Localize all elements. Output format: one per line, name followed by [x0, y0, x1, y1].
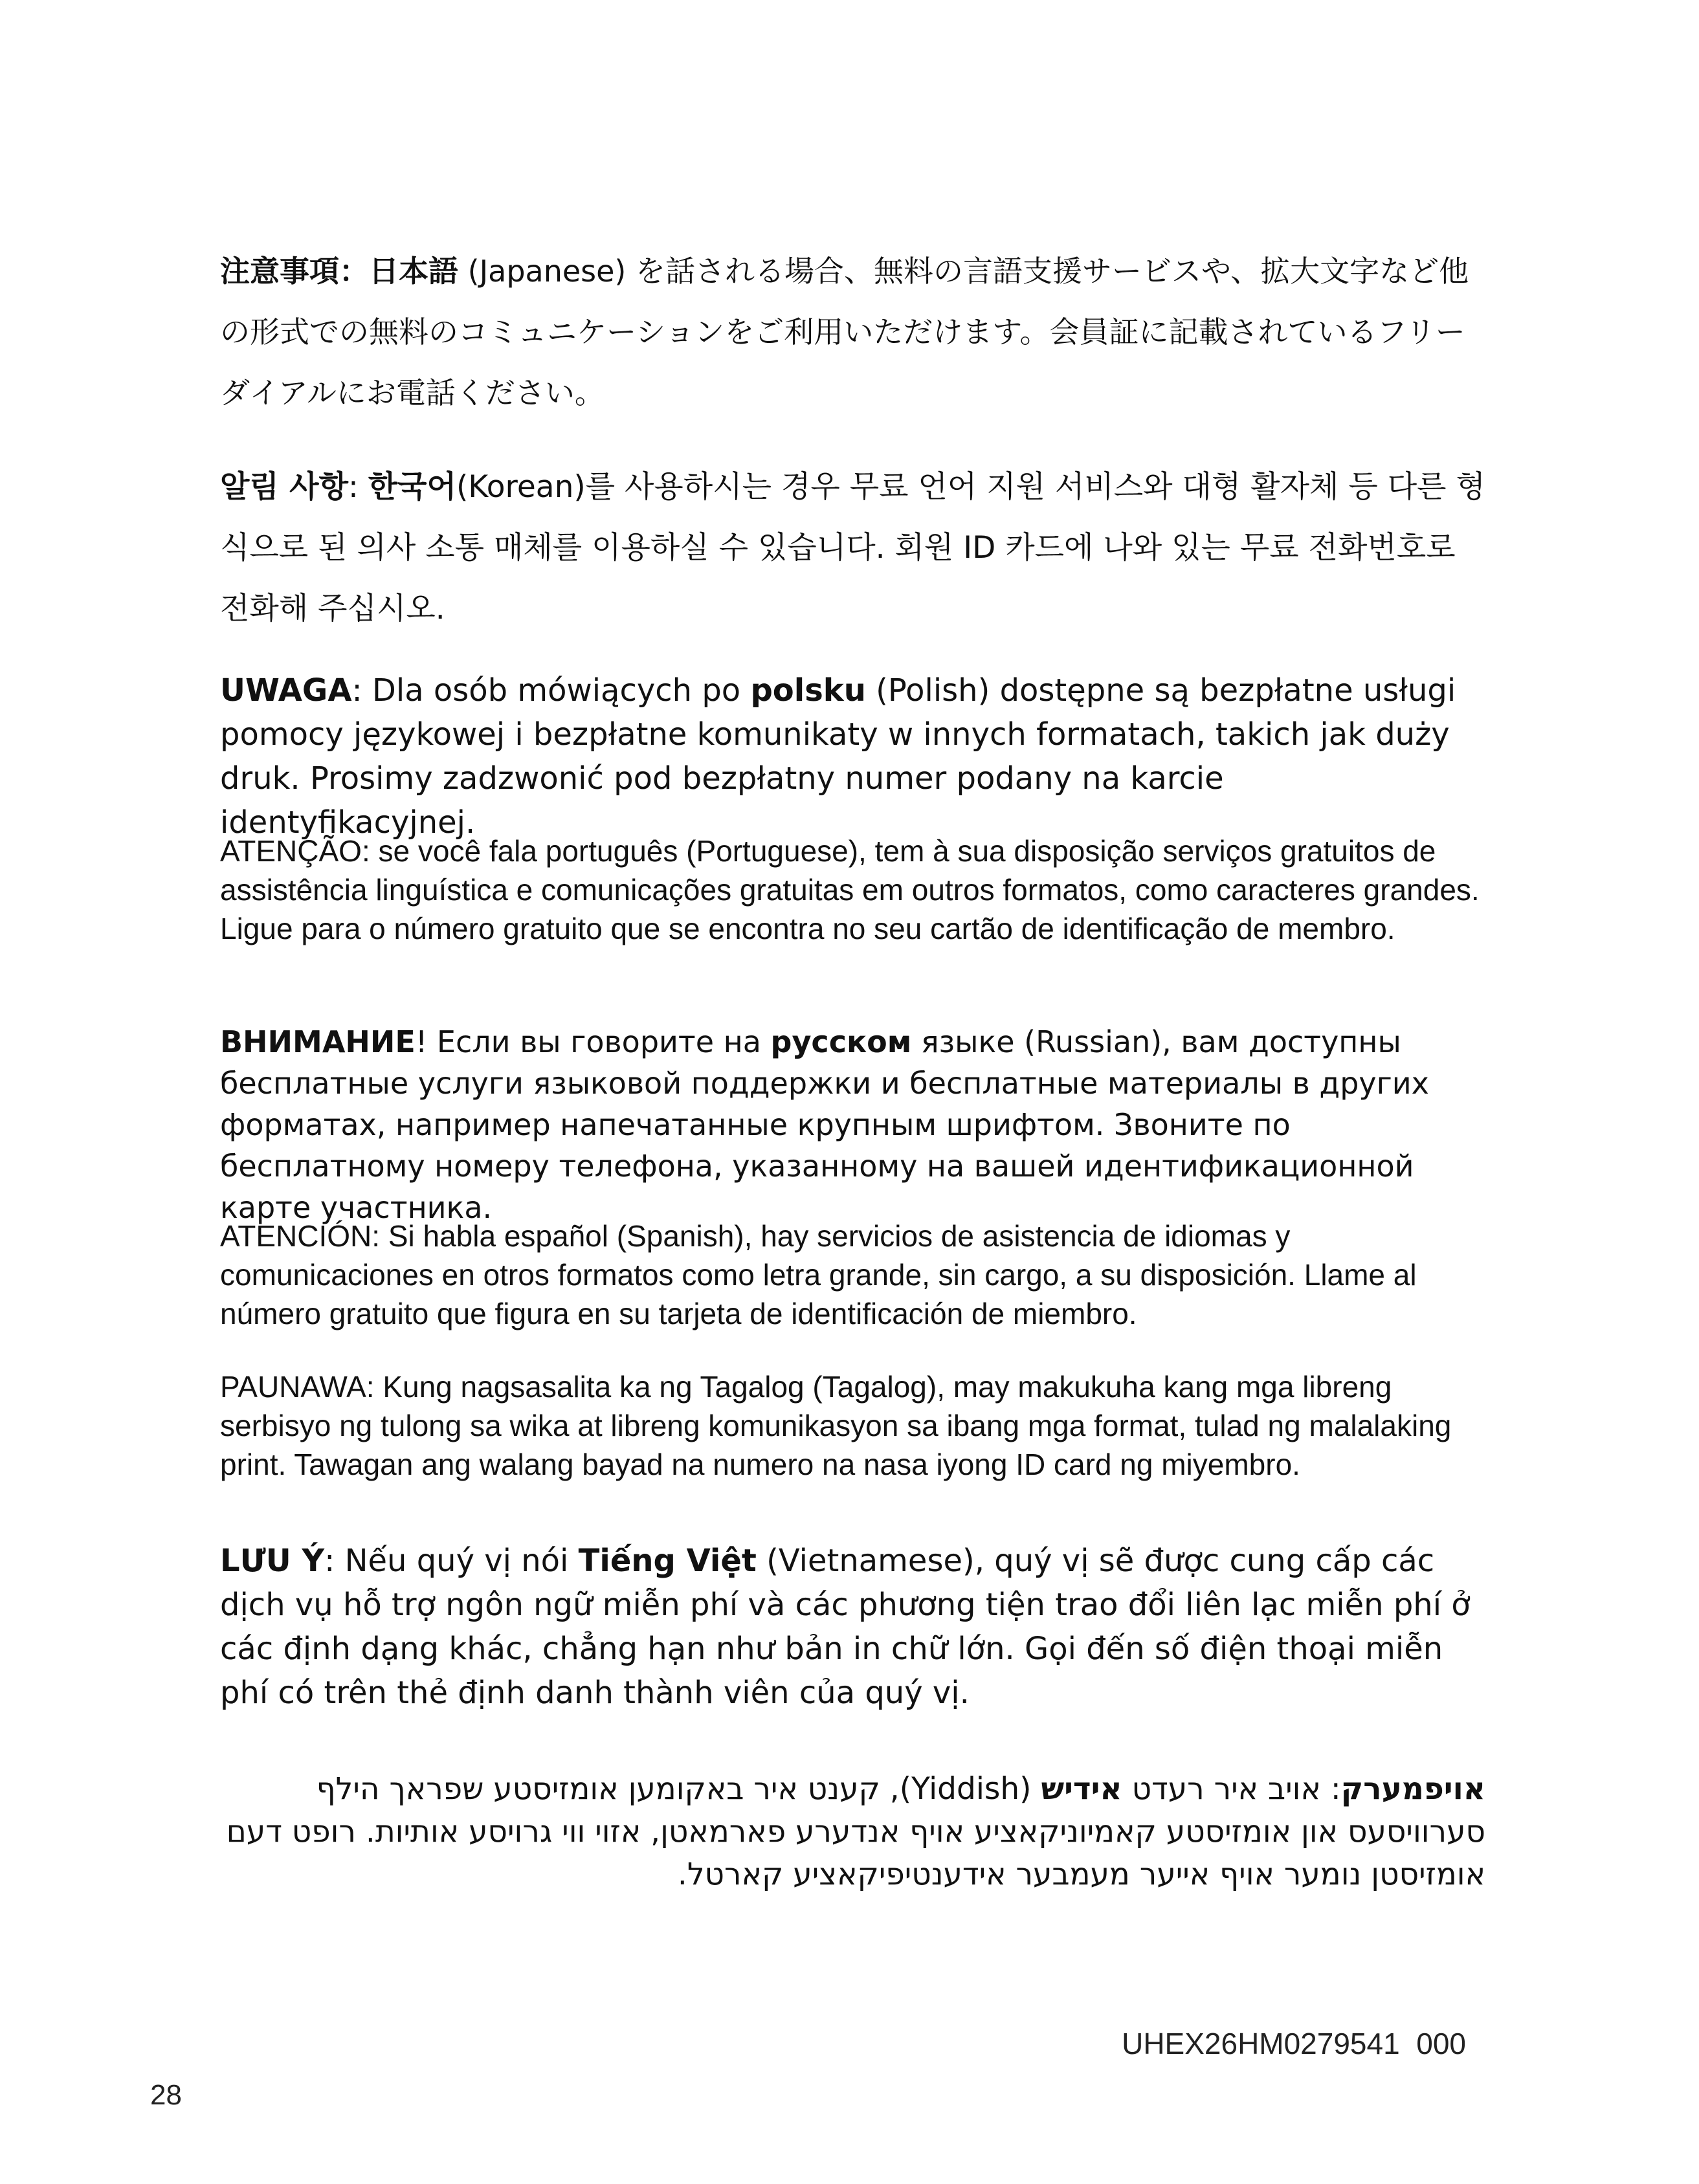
- korean-notice-separator: :: [348, 469, 368, 505]
- russian-notice-label: ВНИМАНИЕ: [220, 1024, 416, 1059]
- russian-notice: [220, 1021, 1489, 1228]
- polish-language-name: polsku: [750, 672, 866, 709]
- yiddish-notice-text-before: : אויב איר רעדט: [1122, 1771, 1341, 1807]
- yiddish-language-name: אידיש: [1041, 1771, 1122, 1807]
- portuguese-notice-text: ATENÇÃO: se você fala português (Portuguese), tem à sua disposição serviços gratuitos de assistência linguística e comunicações gratuitas em outros formatos, como caracteres grandes. Ligue para o número gratuito que se encontra no seu cartão de identificação de membro.: [220, 834, 1480, 945]
- russian-notice-text-before: ! Если вы говорите на: [415, 1024, 771, 1059]
- portuguese-notice: [220, 832, 1489, 948]
- russian-language-name: русском: [770, 1024, 912, 1059]
- korean-language-name: 한국어: [368, 469, 456, 505]
- yiddish-notice-text-after: (Yiddish), קענט איר באקומען אומזיסטע שפראך הילף סערוויסעס און אומזיסטע קאמיוניקאציע אויף אנדערע פארמאטן, אזוי ווי גרויסע אותיות. רופט דעם אומזיסטן נומער אויף אייער מעמבער אידענטיפיקאציע קארטל.: [226, 1771, 1485, 1892]
- japanese-language-name: 日本語: [369, 254, 458, 289]
- vietnamese-notice: [220, 1539, 1489, 1715]
- korean-notice: [220, 457, 1489, 639]
- polish-notice-label: UWAGA: [220, 672, 352, 709]
- polish-notice-text-before: : Dla osób mówiących po: [351, 672, 751, 709]
- tagalog-notice-text: PAUNAWA: Kung nagsasalita ka ng Tagalog (Tagalog), may makukuha kang mga libreng serbisyo ng tulong sa wika at libreng komunikasyon sa ibang mga format, tulad ng malalaking print. Tawagan ang walang bayad na numero na nasa iyong ID card ng miyembro.: [220, 1370, 1452, 1481]
- japanese-notice: [220, 241, 1489, 423]
- page-number: 28: [150, 2079, 182, 2111]
- korean-notice-text: (Korean)를 사용하시는 경우 무료 언어 지원 서비스와 대형 활자체 등 다른 형식으로 된 의사 소통 매체를 이용하실 수 있습니다. 회원 ID 카드에 나와 있는 무료 전화번호로 전화해 주십시오.: [220, 469, 1485, 626]
- vietnamese-language-name: Tiếng Việt: [578, 1543, 757, 1579]
- tagalog-notice: [220, 1367, 1489, 1484]
- spanish-notice: [220, 1217, 1489, 1333]
- vietnamese-notice-label: LƯU Ý: [220, 1543, 325, 1579]
- polish-notice: [220, 668, 1489, 844]
- polish-notice-text-after: (Polish) dostępne są bezpłatne usługi pomocy językowej i bezpłatne komunikaty w innych formatach, takich jak duży druk. Prosimy zadzwonić pod bezpłatny numer podany na karcie identyfikacyjnej.: [220, 672, 1456, 841]
- vietnamese-notice-text-before: : Nếu quý vị nói: [324, 1543, 579, 1579]
- document-code: UHEX26HM0279541 000: [1122, 2027, 1466, 2060]
- russian-notice-text-after: языке (Russian), вам доступны бесплатные услуги языковой поддержки и бесплатные материалы в других форматах, например напечатанные крупным шрифтом. Звоните по бесплатному номеру телефона, указанному на вашей идентификационной карте участника.: [220, 1024, 1429, 1225]
- yiddish-notice-label: אויפמערק: [1340, 1771, 1485, 1807]
- vietnamese-notice-text-after: (Vietnamese), quý vị sẽ được cung cấp các dịch vụ hỗ trợ ngôn ngữ miễn phí và các phương tiện trao đổi liên lạc miễn phí ở các định dạng khác, chẳng hạn như bản in chữ lớn. Gọi đến số điện thoại miễn phí có trên thẻ định danh thành viên của quý vị.: [220, 1543, 1471, 1711]
- japanese-notice-text: (Japanese) を話される場合、無料の言語支援サービスや、拡大文字など他の形式での無料のコミュニケーションをご利用いただけます。会員証に記載されているフリーダイアルにお電話ください。: [220, 254, 1469, 410]
- japanese-notice-label: 注意事項：: [220, 254, 369, 289]
- yiddish-notice: [220, 1768, 1485, 1896]
- korean-notice-label: 알림 사항: [220, 469, 348, 505]
- spanish-notice-text: ATENCIÓN: Si habla español (Spanish), hay servicios de asistencia de idiomas y comunicaciones en otros formatos como letra grande, sin cargo, a su disposición. Llame al número gratuito que figura en su tarjeta de identificación de miembro.: [220, 1219, 1417, 1330]
